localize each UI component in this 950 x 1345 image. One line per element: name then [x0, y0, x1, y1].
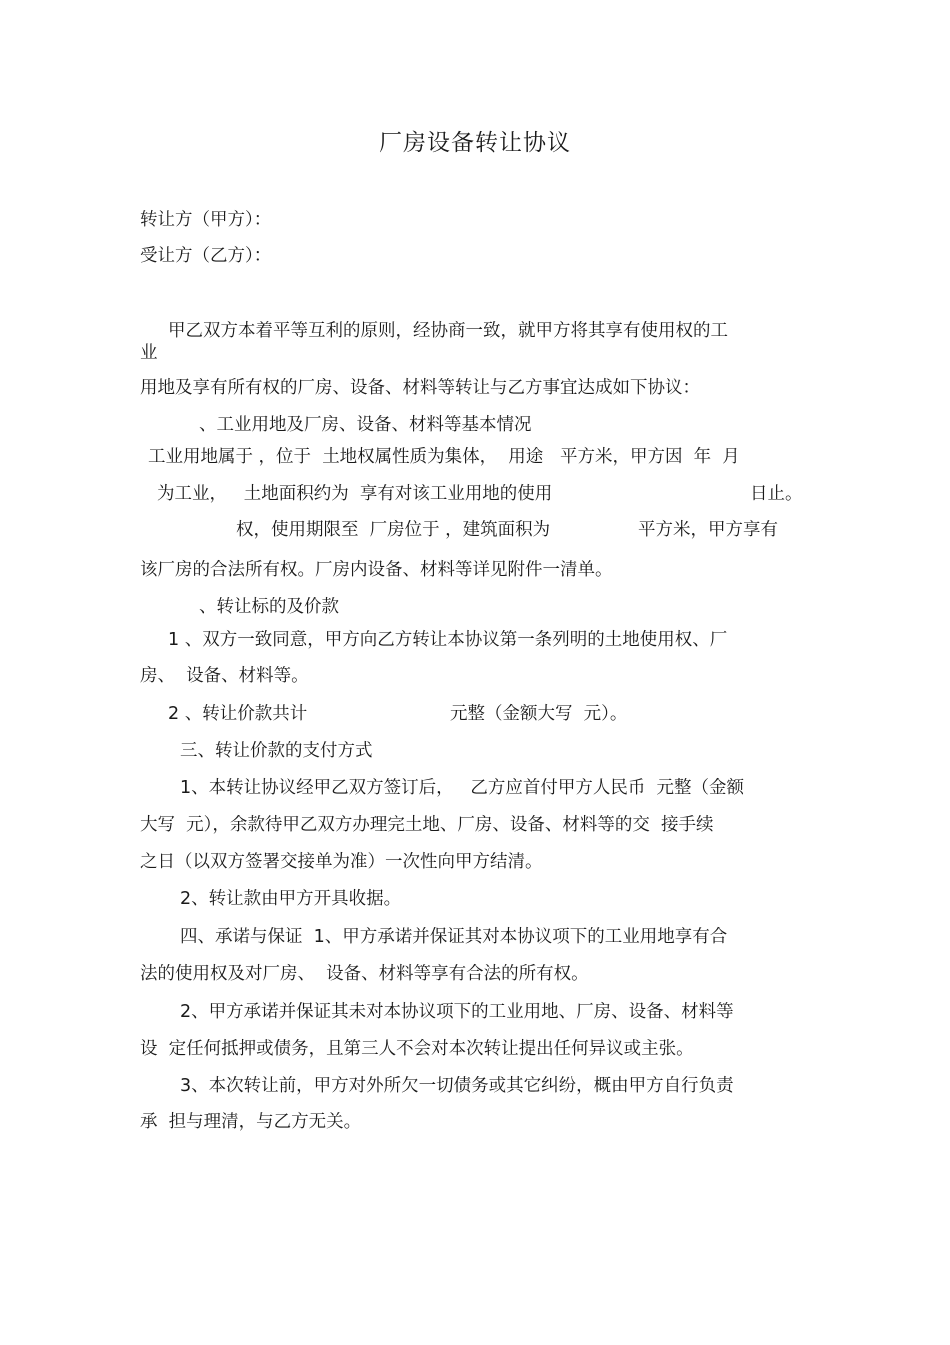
body-line: 1 、双方一致同意，甲方向乙方转让本协议第一条列明的土地使用权、厂: [168, 630, 728, 650]
preamble-line: 甲乙双方本着平等互利的原则，经协商一致，就甲方将其享有使用权的工: [168, 321, 728, 341]
body-line: 工业用地属于 ，位于 土地权属性质为集体， 用途 平方米，甲方因 年 月: [148, 447, 740, 467]
body-line: 2、甲方承诺并保证其未对本协议项下的工业用地、厂房、设备、材料等: [180, 1002, 734, 1022]
body-line: 2 、转让价款共计: [168, 704, 308, 724]
preamble-line: 用地及享有所有权的厂房、设备、材料等转让与乙方事宜达成如下协议：: [140, 378, 700, 398]
section-heading: 、转让标的及价款: [199, 597, 339, 617]
body-line: 之日（以双方签署交接单为准）一次性向甲方结清。: [140, 852, 543, 872]
body-line: 该厂房的合法所有权。厂房内设备、材料等详见附件一清单。: [140, 560, 613, 580]
body-line: 元整（金额大写 元）。: [450, 704, 628, 724]
body-line: 平方米，甲方享有: [638, 520, 778, 540]
body-line: 设 定任何抵押或债务，且第三人不会对本次转让提出任何异议或主张。: [140, 1039, 694, 1059]
body-line: 承 担与理清，与乙方无关。: [140, 1112, 362, 1132]
body-line: 权，使用期限至 厂房位于 ，建筑面积为: [236, 520, 551, 540]
section-heading: 四、承诺与保证 1、甲方承诺并保证其对本协议项下的工业用地享有合: [180, 927, 728, 947]
body-line: 大写 元），余款待甲乙双方办理完土地、厂房、设备、材料等的交 接手续: [140, 815, 714, 835]
transferee-line: 受让方（乙方）：: [140, 246, 272, 266]
document-title: 厂房设备转让协议: [379, 130, 571, 156]
body-line: 1、本转让协议经甲乙双方签订后， 乙方应首付甲方人民币 元整（金额: [180, 778, 744, 798]
section-heading: 三、转让价款的支付方式: [180, 741, 373, 761]
section-heading: 、工业用地及厂房、设备、材料等基本情况: [199, 415, 532, 435]
transferor-line: 转让方（甲方）：: [140, 210, 272, 230]
body-line: 2、转让款由甲方开具收据。: [180, 889, 402, 909]
body-line: 为工业， 土地面积约为 享有对该工业用地的使用: [157, 484, 553, 504]
body-line: 日止。: [750, 484, 803, 504]
body-line: 3、本次转让前，甲方对外所欠一切债务或其它纠纷，概由甲方自行负责: [180, 1076, 734, 1096]
preamble-line: 业: [140, 343, 158, 363]
body-line: 房、 设备、材料等。: [140, 666, 309, 686]
body-line: 法的使用权及对厂房、 设备、材料等享有合法的所有权。: [140, 964, 589, 984]
